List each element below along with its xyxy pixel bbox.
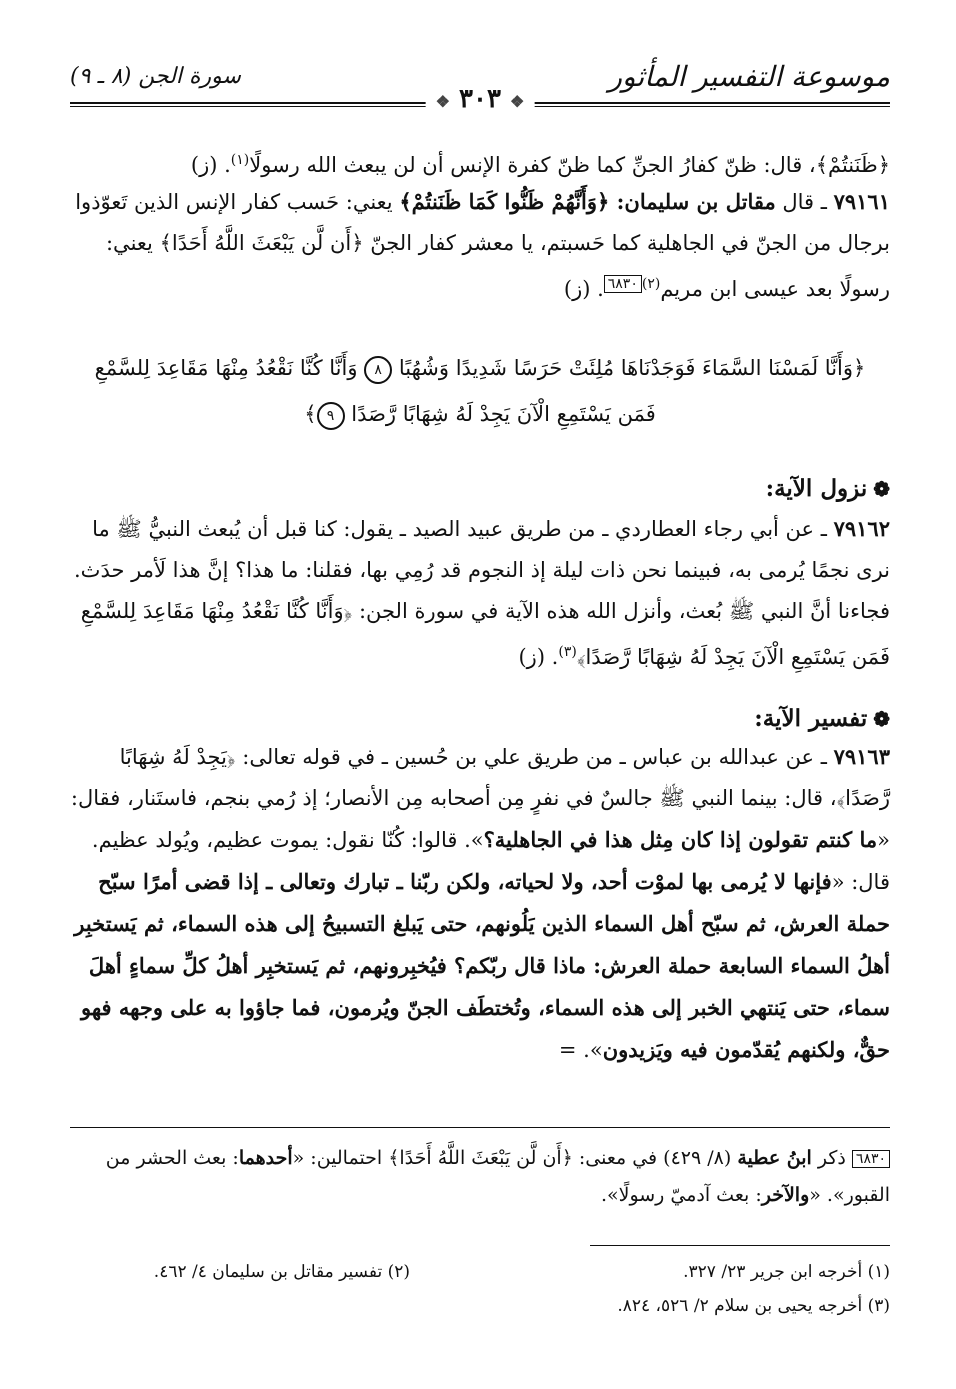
note-separator <box>70 1127 890 1128</box>
footnote-ref: (٢) <box>641 276 661 292</box>
editor-note-6830 <box>70 1140 890 1214</box>
narration-79161 <box>70 181 890 310</box>
paragraph-text: ، قال: بينما النبي ﷺ جالسٌ في نفرٍ مِن أصحابه مِن الأنصار؛ إذ رُمي بنجم، فاستَنار، فقال: « <box>70 786 890 852</box>
author-name: ابنُ عطية <box>737 1147 812 1169</box>
quran-quote: ﴿وَأَنَّا كُنَّا نَقْعُدُ مِنْهَا مَقَاعِدَ لِلسَّمْعِ فَمَن يَسْتَمِعِ الْآنَ يَجِدْ لَهُ شِهَابًا رَّصَدًا﴾ <box>80 599 890 669</box>
footnote-2: (٢) تفسير مقاتل بن سليمان ٤/ ٤٦٢. <box>153 1262 410 1282</box>
section-title: تفسير الآية: <box>754 705 868 732</box>
note-text: احتمالين: « <box>292 1147 389 1169</box>
quran-quote: ﴿أَن لَّن يَبْعَثَ اللَّهُ أَحَدًا﴾ <box>388 1147 573 1169</box>
ornament-icon: ❖ <box>435 92 450 111</box>
ayah-number-mark: ٩ <box>317 402 345 430</box>
hadith-text: ما كنتم تقولون إذا كان مِثل هذا في الجاهلية؟ <box>483 827 878 852</box>
source-tag: . (ز) <box>563 277 604 301</box>
footnote-1: (١) أخرجه ابن جرير ٢٣/ ٣٢٧. <box>683 1262 890 1282</box>
speaker-name: مقاتل بن سليمان <box>624 189 776 214</box>
footnote-3: (٣) أخرجه يحيى بن سلام ٢/ ٥٢٦، ٨٢٤. <box>617 1296 890 1316</box>
footnote-ref: (١) <box>230 152 250 168</box>
paragraph-text: يعني: رسولًا بعد عيسى ابن مريم <box>105 231 890 301</box>
paragraph-continuation <box>70 140 890 186</box>
ayah-text: وَأَنَّا كُنَّا نَقْعُدُ مِنْهَا مَقَاعِدَ لِلسَّمْعِ <box>94 356 358 380</box>
narration-number: ٧٩١٦١ <box>833 189 890 214</box>
flower-icon: ❁ <box>873 707 890 731</box>
narration-number: ٧٩١٦٣ <box>833 744 890 769</box>
ornament-icon: ❖ <box>510 92 525 111</box>
surah-label: سورة الجن (٨ ـ ٩) <box>70 64 241 89</box>
ayah-line-1 <box>70 345 890 391</box>
narration-number: ٧٩١٦٢ <box>833 516 890 541</box>
ayah-text: فَمَن يَسْتَمِعِ الْآنَ يَجِدْ لَهُ شِهَابًا رَّصَدًا <box>351 402 656 426</box>
note-text: : بعث الحشر من القبور». « <box>105 1147 890 1206</box>
paragraph-text: ». قالوا: كُنّا نقول: يموت عظيم، ويُولد عظيم. قال: « <box>91 828 890 894</box>
note-box-ref: ٦٨٣٠ <box>604 275 642 293</box>
paragraph-text: يعني: حَسب كفار الإنس الذين تَعوّذوا برجال من الجنّ في الجاهلية كما حَسبتم، يا معشر كفار الجنّ <box>75 190 890 255</box>
note-box-number: ٦٨٣٠ <box>852 1150 890 1168</box>
note-text: (٨/ ٤٢٩) في معنى: <box>572 1147 738 1169</box>
quran-quote: ﴿أَن لَّن يَبْعَثَ اللَّهُ أَحَدًا﴾ <box>159 231 364 255</box>
quran-quote: : ﴿وَأَنَّهُمْ ظَنُّوا كَمَا ظَنَنتُمْ﴾ <box>399 189 625 214</box>
footnote-row <box>70 1258 890 1286</box>
source-tag: . (ز) <box>190 153 231 177</box>
section-heading-revelation <box>70 472 890 506</box>
footnote-ref: (٣) <box>558 644 577 660</box>
note-keyword: أحدهما <box>238 1147 293 1169</box>
footnote-row <box>70 1292 890 1320</box>
section-heading-tafsir <box>70 702 890 736</box>
flower-icon: ❁ <box>873 477 890 501</box>
ayah-text: ﴿وَأَنَّا لَمَسْنَا السَّمَاءَ فَوَجَدْنَاهَا مُلِئَتْ حَرَسًا شَدِيدًا وَشُهُبًا <box>398 356 866 380</box>
page-header <box>70 58 890 114</box>
paragraph-text: ـ عن عبدالله بن عباس ـ من طريق علي بن حُسين ـ في قوله تعالى: <box>235 745 834 769</box>
quran-quote: ﴿يَجِدْ لَهُ شِهَابًا رَّصَدًا﴾ <box>119 745 890 810</box>
ayah-bracket: ﴾ <box>304 402 317 426</box>
paragraph-text: ـ عن أبي رجاء العطاردي ـ من طريق عبيد الصيد ـ يقول: كنا قبل أن يُبعث النبيُّ ﷺ ما نرى نجمًا يُرمى به، فبينما نحن ذات ليلة إذ النجوم قد رُمِي بها، فقلنا: ما هذا؟ إنَّ هذا لَأمر حدَث. فجاءنا أنَّ النبي ﷺ بُعث، وأنزل الله هذه الآية في سورة الجن: <box>74 517 890 623</box>
ayah-number-mark: ٨ <box>364 356 392 384</box>
book-title: موسوعة التفسير المأثور <box>608 60 890 93</box>
source-tag: . (ز) <box>518 645 559 669</box>
page-number: ٣٠٣ <box>459 84 501 114</box>
page-number-block <box>426 84 535 114</box>
note-text: ذكر <box>811 1147 852 1169</box>
note-keyword: والآخر <box>761 1184 810 1206</box>
paragraph-text: ». = <box>558 1038 603 1062</box>
narration-79163 <box>70 736 890 1071</box>
hadith-text: فإنها لا يُرمى بها لموْت أحد، ولا لحياته، ولكن ربّنا ـ تبارك وتعالى ـ إذا قضى أمرًا سبّح حملة العرش، ثم سبّح أهل السماء الذين يَلُونهم، حتى يَبلغ التسبيحُ إلى هذه السماء، ثم يَستخبِر أهلُ السماء السابعة حملة العرش: ماذا قال ربّكم؟ فيُخبِرونهم، ثم يَستخبِر أهلُ كلِّ سماءٍ أهلَ سماء، حتى يَنتهي الخبر إلى هذه السماء، وتُختطَف الجنّ ويُرمون، فما جاؤوا به على وجهه فهو حقٌّ، ولكنهم يُقدّمون فيه ويَزيدون <box>74 869 890 1062</box>
paragraph-text: ، قال: ظنّ كفارُ الجنِّ كما ظنّ كفرة الإنس أن لن يبعث الله رسولًا <box>249 153 816 177</box>
footnote-separator <box>590 1245 890 1246</box>
paragraph-text: ـ قال <box>775 190 834 214</box>
narration-79162 <box>70 508 890 678</box>
section-title: نزول الآية: <box>765 475 868 502</box>
ayah-line-2 <box>70 391 890 437</box>
quran-quote: ﴿ظَنَنتُمْ﴾ <box>815 153 890 177</box>
note-text: : بعث آدميّ رسولًا». <box>600 1184 762 1206</box>
ayah-block <box>70 345 890 437</box>
